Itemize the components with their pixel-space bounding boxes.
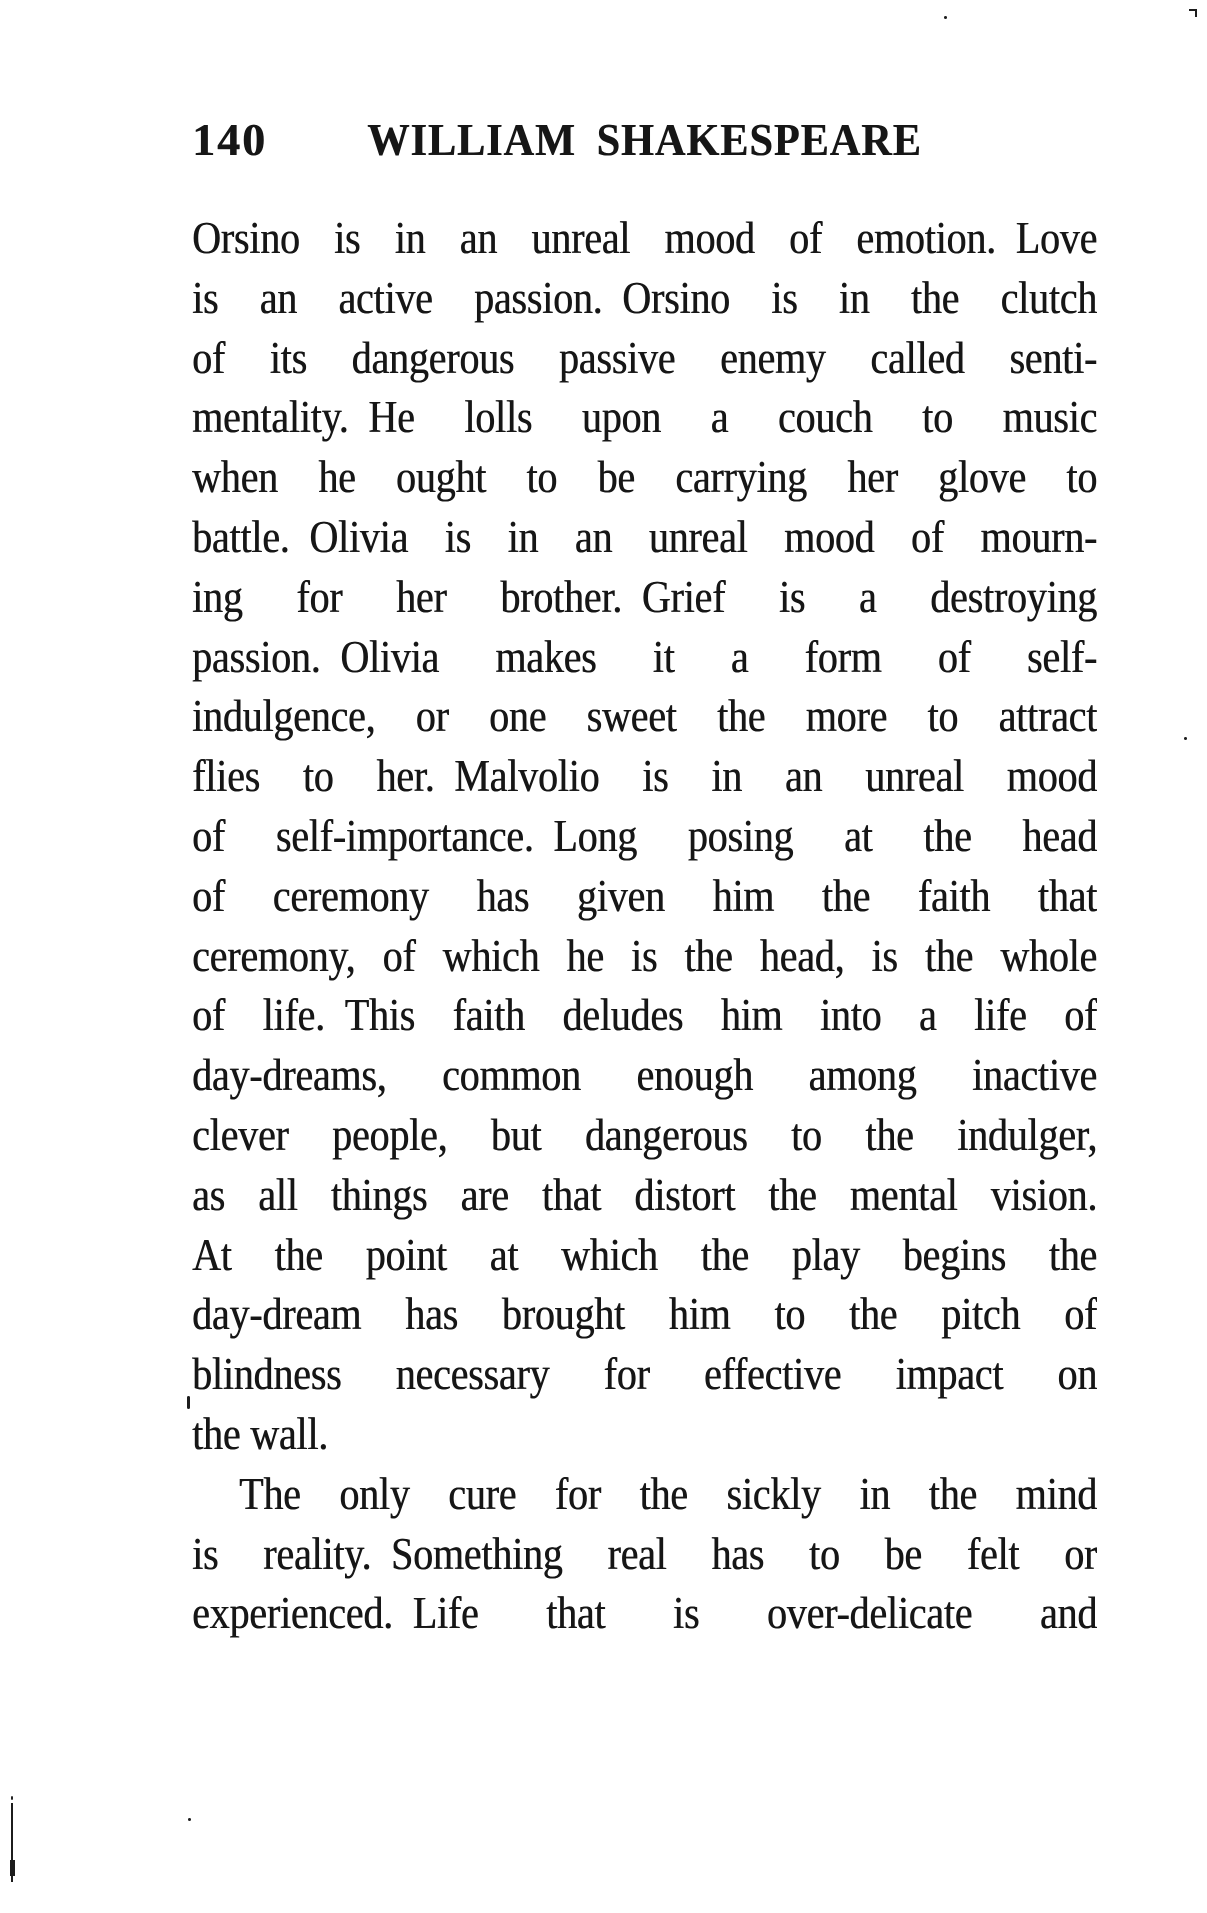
text-line-paragraph-start: The only cure for the sickly in the mind — [239, 1467, 1097, 1520]
margin-scratch-blob — [10, 1860, 15, 1876]
margin-scratch-dot — [11, 1796, 13, 1800]
ink-speck-bottom — [188, 1818, 191, 1821]
text-line: blindness necessary for effective impact on — [192, 1347, 1097, 1400]
text-line: as all things are that distort the mental vision. — [192, 1168, 1097, 1221]
text-line: of self-importance. Long posing at the head — [192, 809, 1097, 862]
page-header — [192, 114, 1097, 167]
text-line: mentality. He lolls upon a couch to music — [192, 390, 1097, 443]
text-line: flies to her. Malvolio is in an unreal mood — [192, 749, 1097, 802]
ink-speck-right-margin — [1184, 737, 1187, 740]
text-line: is an active passion. Orsino is in the clutch — [192, 271, 1097, 324]
page-number: 140 — [192, 114, 267, 165]
page-text — [192, 208, 1097, 1643]
running-title-wrap — [192, 114, 1097, 165]
text-line: is reality. Something real has to be felt or — [192, 1527, 1097, 1579]
text-line: Orsino is in an unreal mood of emotion. Love — [192, 211, 1097, 264]
ink-speck-top — [944, 16, 947, 19]
running-title: WILLIAM SHAKESPEARE — [367, 114, 922, 165]
text-line: day-dream has brought him to the pitch of — [192, 1287, 1097, 1340]
text-line: of its dangerous passive enemy called senti- — [192, 331, 1097, 383]
text-line: battle. Olivia is in an unreal mood of mourn- — [192, 510, 1097, 563]
text-line: of ceremony has given him the faith that — [192, 869, 1097, 922]
text-line: passion. Olivia makes it a form of self- — [192, 630, 1097, 682]
text-line: experienced. Life that is over-delicate and — [192, 1586, 1097, 1639]
text-line: when he ought to be carrying her glove to — [192, 450, 1097, 503]
text-line: At the point at which the play begins the — [192, 1228, 1097, 1280]
text-line: of life. This faith deludes him into a life of — [192, 988, 1097, 1041]
text-line: ceremony, of which he is the head, is the whole — [192, 929, 1097, 981]
ink-speck-top-right-tick — [1195, 9, 1197, 17]
ink-speck-left-of-text — [187, 1396, 190, 1409]
text-line-paragraph-end: the wall. — [192, 1407, 328, 1460]
text-line: day-dreams, common enough among inactive — [192, 1048, 1097, 1101]
text-line: ing for her brother. Grief is a destroying — [192, 570, 1097, 623]
text-line: indulgence, or one sweet the more to attract — [192, 689, 1097, 742]
text-line: clever people, but dangerous to the indulger, — [192, 1108, 1097, 1161]
